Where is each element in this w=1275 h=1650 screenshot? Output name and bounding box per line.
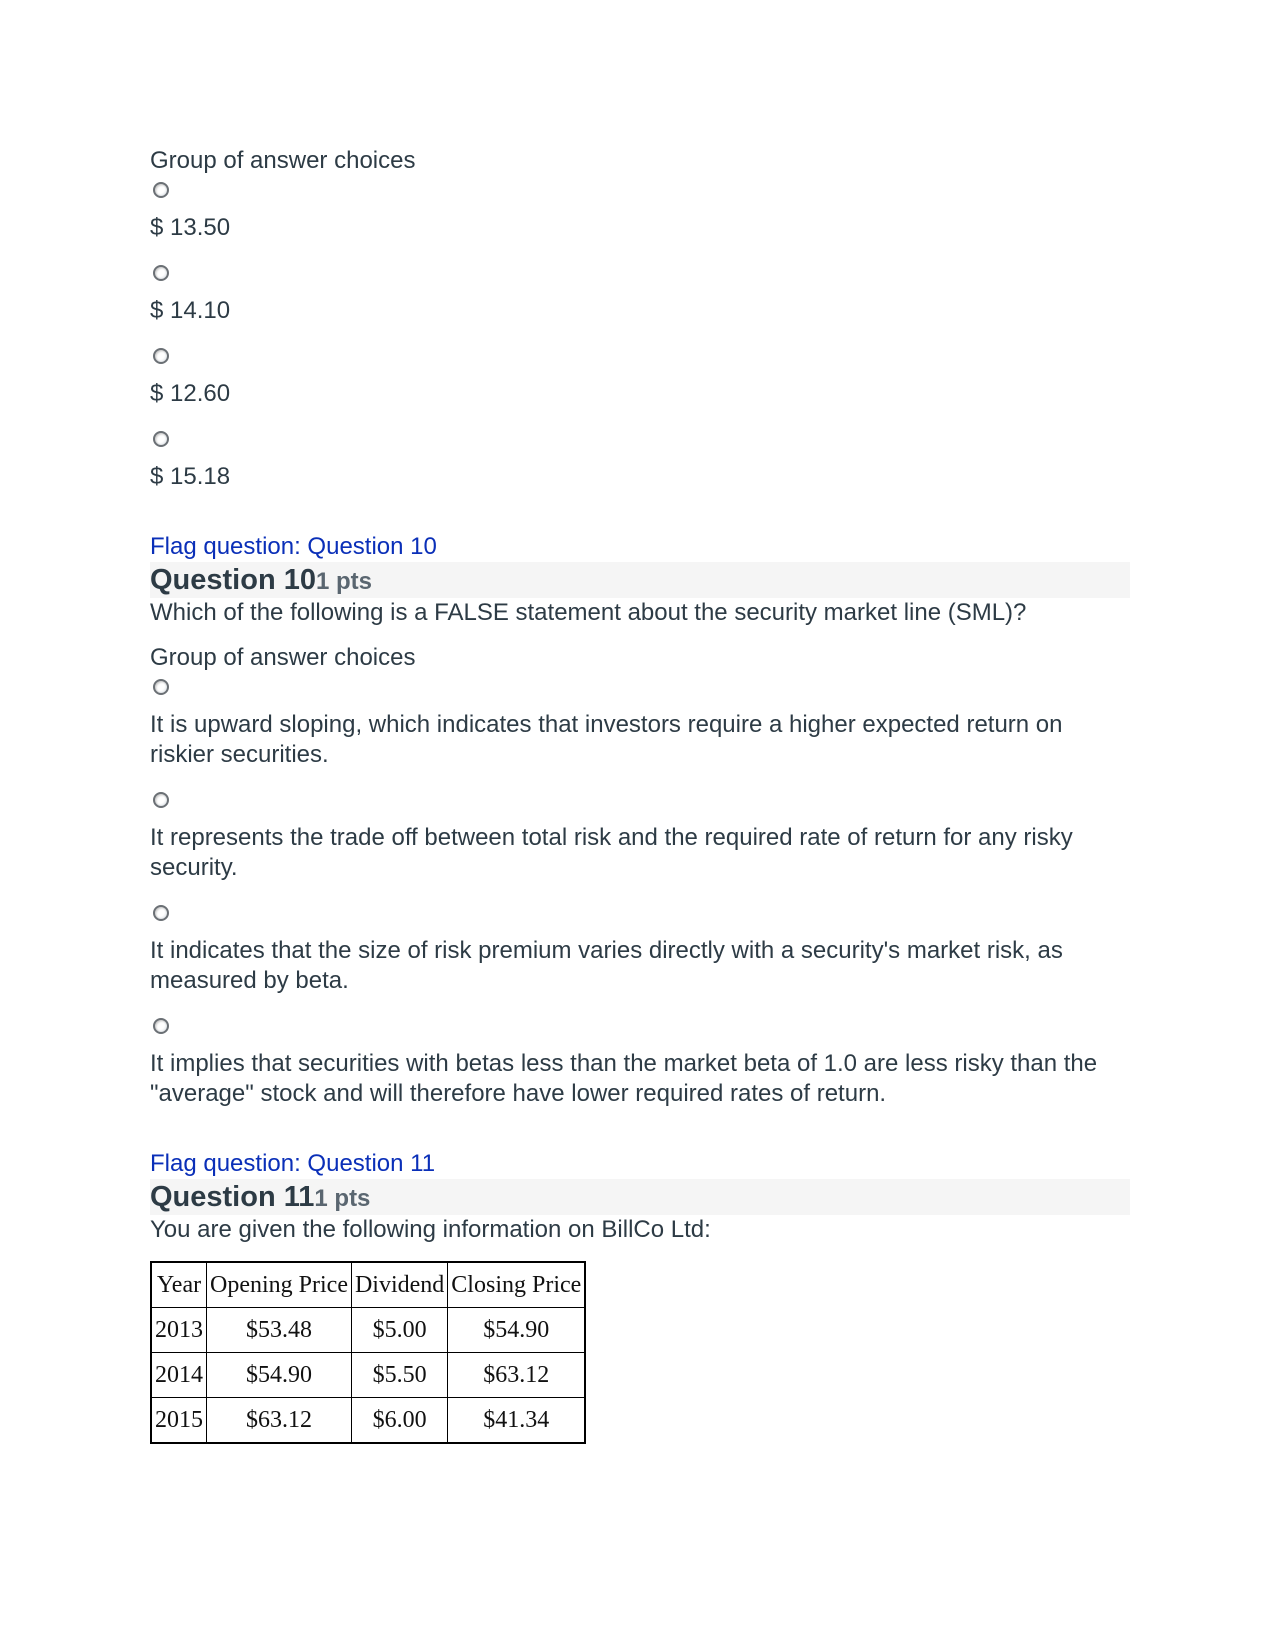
choice-text: $ 15.18 xyxy=(150,463,231,490)
radio-button[interactable] xyxy=(153,182,169,198)
table-cell: $54.90 xyxy=(207,1353,352,1398)
radio-button[interactable] xyxy=(153,679,169,695)
flag-question-link[interactable]: Flag question: Question 10 xyxy=(150,533,437,560)
radio-button[interactable] xyxy=(153,1018,169,1034)
choice-text: $ 14.10 xyxy=(150,297,231,324)
question-10 xyxy=(150,532,1130,1109)
question-11 xyxy=(150,1149,1130,1444)
table-cell: $41.34 xyxy=(448,1398,586,1444)
flag-question-link[interactable]: Flag question: Question 11 xyxy=(150,1150,436,1177)
table-cell: $63.12 xyxy=(207,1398,352,1444)
table-row xyxy=(151,1398,585,1444)
answer-choice[interactable] xyxy=(150,431,1130,492)
question-header xyxy=(150,1179,1130,1215)
choice-text: $ 13.50 xyxy=(150,214,231,241)
question-title: Question 10 xyxy=(150,564,316,596)
answer-choice[interactable] xyxy=(150,792,1130,883)
radio-button[interactable] xyxy=(153,265,169,281)
quiz-page xyxy=(150,147,1130,1444)
table-header-row xyxy=(151,1262,585,1308)
table-header-cell: Year xyxy=(151,1262,207,1308)
answer-choice[interactable] xyxy=(150,679,1130,770)
table-cell: $63.12 xyxy=(448,1353,586,1398)
table-cell: 2013 xyxy=(151,1308,207,1353)
choice-text: It is upward sloping, which indicates that investors require a higher expected return on riskier securities. xyxy=(150,711,1063,768)
table-cell: $53.48 xyxy=(207,1308,352,1353)
table-cell: 2014 xyxy=(151,1353,207,1398)
question-title: Question 11 xyxy=(150,1181,315,1213)
choice-text: It indicates that the size of risk premium varies directly with a security's market risk, as measured by beta. xyxy=(150,937,1063,994)
answer-choice[interactable] xyxy=(150,265,1130,326)
prev-question-choices xyxy=(150,146,1130,492)
table-cell: $54.90 xyxy=(448,1308,586,1353)
table-row xyxy=(151,1353,585,1398)
group-label: Group of answer choices xyxy=(150,147,416,174)
table-cell: $6.00 xyxy=(351,1398,447,1444)
table-header-cell: Dividend xyxy=(351,1262,447,1308)
table-cell: 2015 xyxy=(151,1398,207,1444)
choice-text: $ 12.60 xyxy=(150,380,231,407)
choice-text: It implies that securities with betas less than the market beta of 1.0 are less risky than the "average" stock and will therefore have lower required rates of return. xyxy=(150,1050,1098,1107)
answer-choice[interactable] xyxy=(150,1018,1130,1109)
question-text: You are given the following information on BillCo Ltd: xyxy=(150,1216,711,1243)
table-cell: $5.50 xyxy=(351,1353,447,1398)
question-points: 1 pts xyxy=(314,1185,371,1212)
table-cell: $5.00 xyxy=(351,1308,447,1353)
radio-button[interactable] xyxy=(153,348,169,364)
answer-choice[interactable] xyxy=(150,182,1130,243)
radio-button[interactable] xyxy=(153,905,169,921)
table-row xyxy=(151,1308,585,1353)
answer-choice[interactable] xyxy=(150,348,1130,409)
group-label: Group of answer choices xyxy=(150,644,416,671)
radio-button[interactable] xyxy=(153,792,169,808)
question-header xyxy=(150,562,1130,598)
billco-price-table xyxy=(150,1261,586,1444)
table-header-cell: Opening Price xyxy=(207,1262,352,1308)
question-text: Which of the following is a FALSE statement about the security market line (SML)? xyxy=(150,599,1027,626)
choice-text: It represents the trade off between total risk and the required rate of return for any risky security. xyxy=(150,824,1073,881)
table-header-cell: Closing Price xyxy=(448,1262,586,1308)
answer-choice[interactable] xyxy=(150,905,1130,996)
radio-button[interactable] xyxy=(153,431,169,447)
question-points: 1 pts xyxy=(316,568,373,595)
